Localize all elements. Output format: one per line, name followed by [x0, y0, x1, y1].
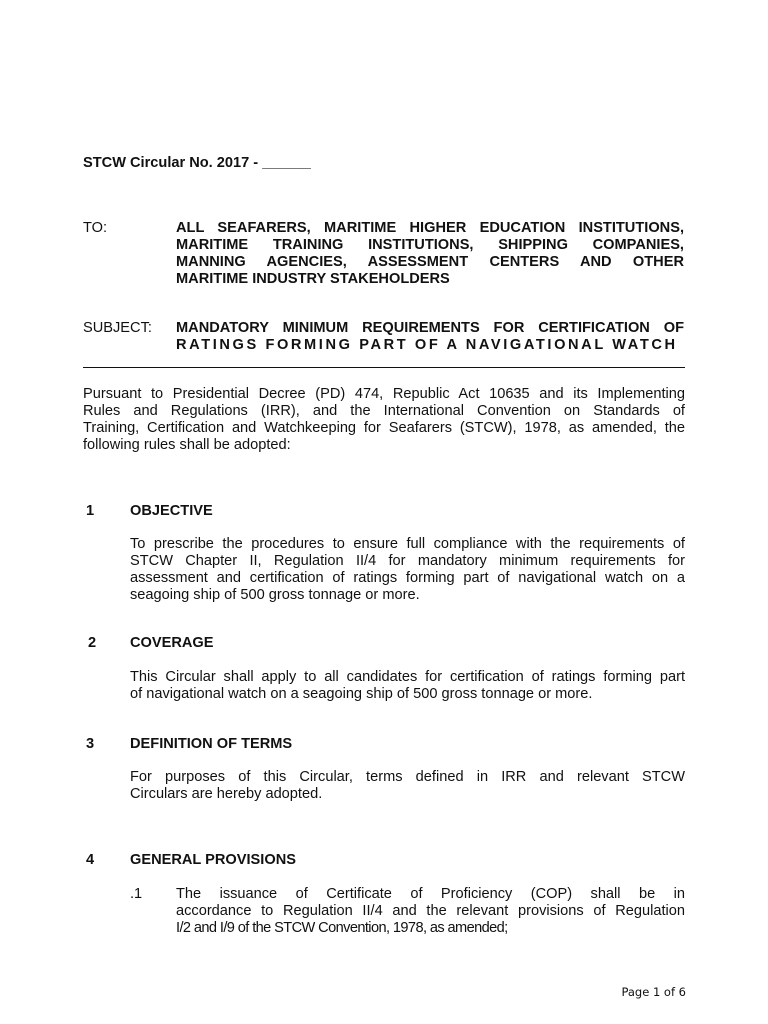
section-title-definitions: DEFINITION OF TERMS — [130, 736, 293, 752]
subject-line: RATINGS FORMING PART OF A NAVIGATIONAL WATCH — [176, 337, 678, 353]
subject-line: MANDATORY MINIMUM REQUIREMENTS FOR CERTIFICATION OF — [176, 320, 684, 336]
provision-item — [176, 886, 685, 937]
addressee-line: MANNING AGENCIES, ASSESSMENT CENTERS AND OTHER — [176, 254, 684, 270]
body-line: seagoing ship of 500 gross tonnage or more. — [130, 587, 420, 603]
body-line: assessment and certification of ratings forming part of navigational watch on a — [130, 570, 685, 586]
section-title-objective: OBJECTIVE — [130, 503, 213, 519]
addressee-line: MARITIME TRAINING INSTITUTIONS, SHIPPING COMPANIES, — [176, 237, 684, 253]
intro-line: Pursuant to Presidential Decree (PD) 474, Republic Act 10635 and its Implementing — [83, 386, 685, 402]
intro-paragraph — [83, 386, 685, 454]
addressee-list — [176, 220, 684, 288]
addressee-line: ALL SEAFARERS, MARITIME HIGHER EDUCATION INSTITUTIONS, — [176, 220, 684, 236]
body-line: I/2 and I/9 of the STCW Convention, 1978, as amended; — [176, 920, 508, 936]
body-line: For purposes of this Circular, terms defined in IRR and relevant STCW — [130, 769, 685, 785]
body-line: accordance to Regulation II/4 and the relevant provisions of Regulation — [176, 903, 685, 919]
section-title-general-provisions: GENERAL PROVISIONS — [130, 852, 296, 868]
body-line: This Circular shall apply to all candidates for certification of ratings forming part — [130, 669, 685, 685]
addressee-line: MARITIME INDUSTRY STAKEHOLDERS — [176, 271, 450, 287]
section-number: 3 — [86, 736, 95, 752]
intro-line: Rules and Regulations (IRR), and the International Convention on Standards of — [83, 403, 685, 419]
section-body-definitions — [130, 769, 685, 803]
item-number: .1 — [130, 886, 143, 902]
body-line: of navigational watch on a seagoing ship of 500 gross tonnage or more. — [130, 686, 593, 702]
divider-rule — [83, 367, 685, 368]
section-number: 1 — [86, 503, 95, 519]
intro-line: Training, Certification and Watchkeeping for Seafarers (STCW), 1978, as amended, the — [83, 420, 685, 436]
page-number: Page 1 of 6 — [621, 985, 686, 999]
section-number: 2 — [88, 635, 97, 651]
section-title-coverage: COVERAGE — [130, 635, 214, 651]
addressee-label: TO: — [83, 220, 108, 236]
section-body-coverage — [130, 669, 685, 703]
subject-label: SUBJECT: — [83, 320, 152, 336]
body-line: Circulars are hereby adopted. — [130, 786, 323, 802]
circular-number: STCW Circular No. 2017 - ______ — [83, 155, 311, 171]
subject-title — [176, 320, 684, 354]
section-number: 4 — [86, 852, 95, 868]
intro-line: following rules shall be adopted: — [83, 437, 291, 453]
body-line: STCW Chapter II, Regulation II/4 for mandatory minimum requirements for — [130, 553, 685, 569]
body-line: The issuance of Certificate of Proficiency (COP) shall be in — [176, 886, 685, 902]
section-body-objective — [130, 536, 685, 604]
body-line: To prescribe the procedures to ensure full compliance with the requirements of — [130, 536, 685, 552]
